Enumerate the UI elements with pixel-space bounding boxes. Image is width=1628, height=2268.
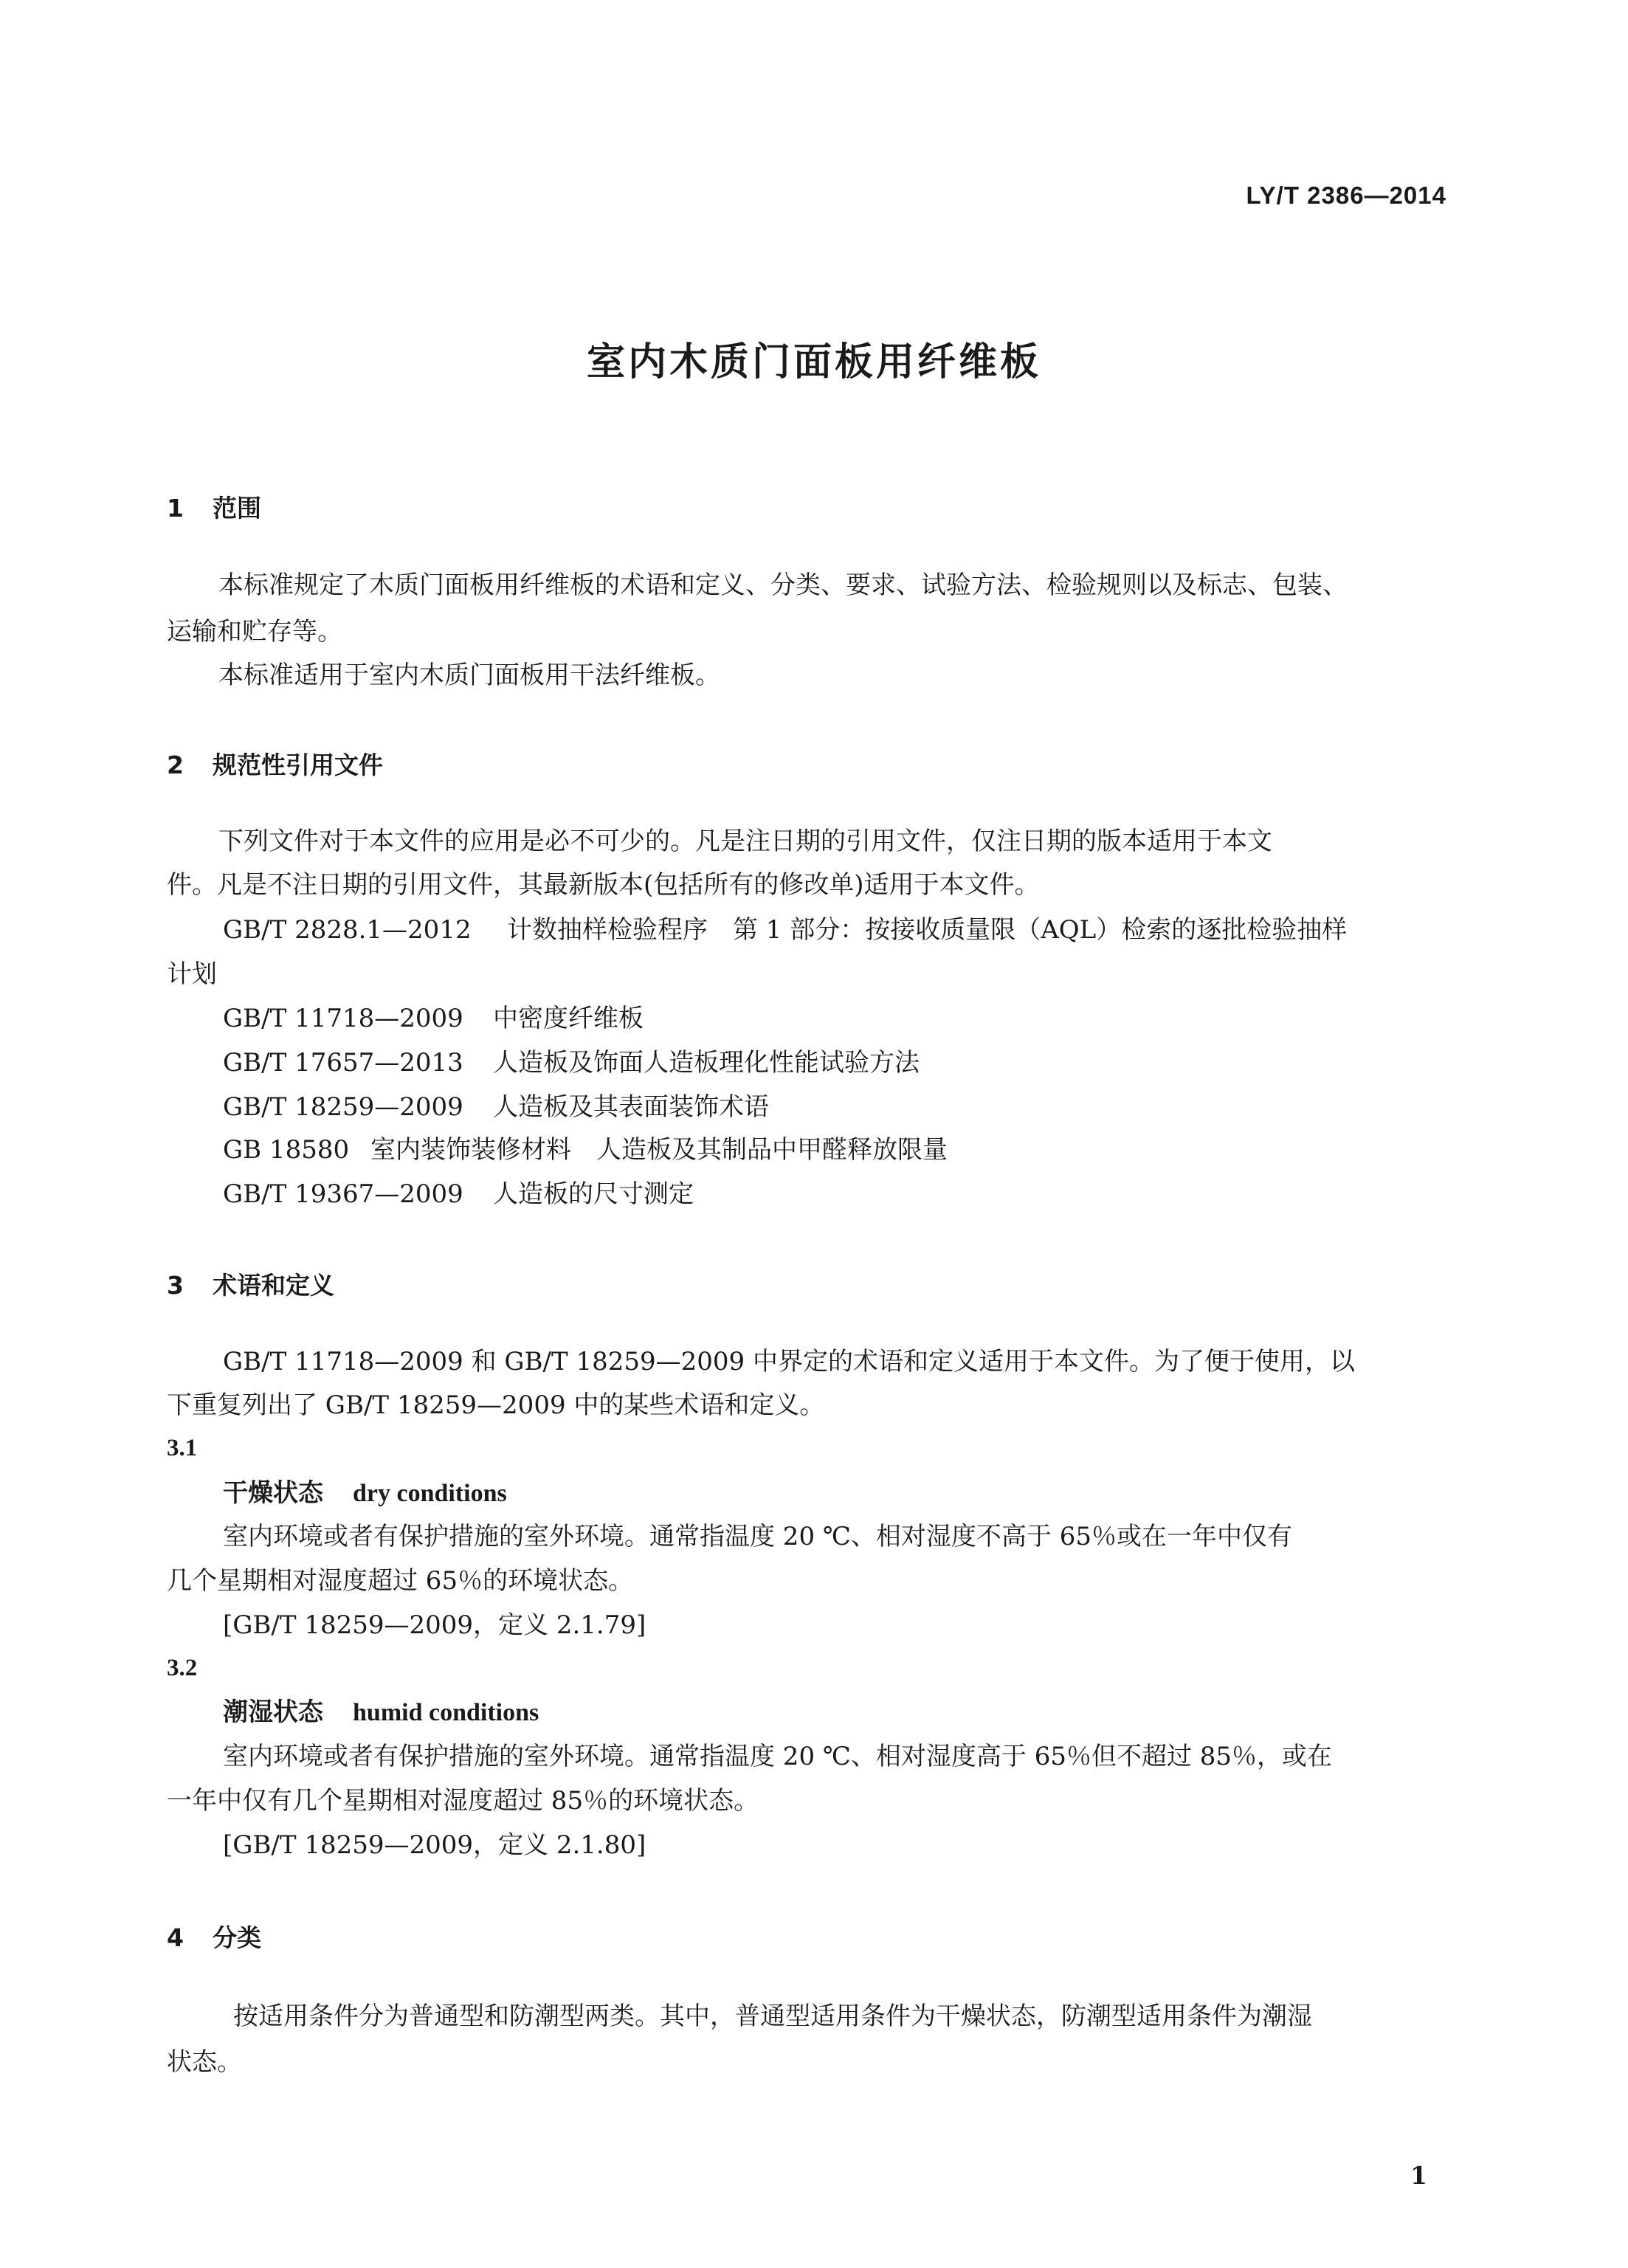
section-title: 术语和定义 xyxy=(213,1271,334,1300)
paragraph: 按适用条件分为普通型和防潮型两类。其中，普通型适用条件为干燥状态，防潮型适用条件为潮湿 xyxy=(233,2002,1312,2031)
paragraph: 状态。 xyxy=(167,2047,242,2077)
term-definition: 几个星期相对湿度超过 65％的环境状态。 xyxy=(167,1566,634,1596)
term-source: [GB/T 18259—2009，定义 2.1.79] xyxy=(223,1610,646,1640)
paragraph: GB/T 11718—2009 和 GB/T 18259—2009 中界定的术语和定义适用于本文件。为了便于使用，以 xyxy=(223,1347,1355,1376)
term-english: humid conditions xyxy=(353,1699,539,1726)
section-1-heading xyxy=(167,489,261,524)
reference-title: 计数抽样检验程序 第 1 部分：按接收质量限（AQL）检索的逐批检验抽样 xyxy=(507,915,1348,945)
term-definition: 一年中仅有几个星期相对湿度超过 85％的环境状态。 xyxy=(167,1786,759,1816)
paragraph: 下重复列出了 GB/T 18259—2009 中的某些术语和定义。 xyxy=(167,1390,825,1420)
section-4-heading xyxy=(167,1919,261,1954)
term-english: dry conditions xyxy=(353,1480,507,1507)
section-title: 范围 xyxy=(213,494,261,523)
reference-item xyxy=(223,1179,694,1209)
reference-item xyxy=(223,1135,948,1165)
term-entry xyxy=(223,1697,539,1728)
reference-title: 人造板的尺寸测定 xyxy=(493,1179,694,1209)
reference-item xyxy=(223,1048,920,1078)
reference-title: 室内装饰装修材料 人造板及其制品中甲醛释放限量 xyxy=(370,1135,948,1165)
reference-title: 中密度纤维板 xyxy=(493,1004,644,1033)
term-chinese: 潮湿状态 xyxy=(223,1697,323,1727)
reference-code: GB/T 17657—2013 xyxy=(223,1048,463,1078)
reference-item xyxy=(223,1004,644,1033)
term-entry xyxy=(223,1478,507,1509)
paragraph: 下列文件对于本文件的应用是必不可少的。凡是注日期的引用文件，仅注日期的版本适用于本文 xyxy=(218,827,1272,856)
section-title: 规范性引用文件 xyxy=(213,751,383,779)
term-source: [GB/T 18259—2009，定义 2.1.80] xyxy=(223,1830,646,1860)
term-number: 3.1 xyxy=(167,1435,198,1461)
section-title: 分类 xyxy=(213,1923,261,1952)
paragraph: 运输和贮存等。 xyxy=(167,617,342,647)
reference-code: GB/T 11718—2009 xyxy=(223,1004,463,1033)
page-number: 1 xyxy=(1410,2161,1427,2190)
section-number: 3 xyxy=(167,1271,184,1300)
reference-continuation: 计划 xyxy=(167,959,217,989)
reference-code: GB/T 18259—2009 xyxy=(223,1092,463,1122)
reference-title: 人造板及其表面装饰术语 xyxy=(493,1092,769,1122)
reference-item xyxy=(223,915,1347,945)
reference-code: GB/T 2828.1—2012 xyxy=(223,915,472,945)
section-number: 1 xyxy=(167,494,184,523)
term-definition: 室内环境或者有保护措施的室外环境。通常指温度 20 ℃、相对湿度不高于 65％或在一年中仅有 xyxy=(223,1522,1292,1551)
reference-item xyxy=(223,1092,769,1122)
section-2-heading xyxy=(167,746,383,781)
paragraph: 本标准适用于室内木质门面板用干法纤维板。 xyxy=(218,661,720,690)
term-chinese: 干燥状态 xyxy=(223,1478,323,1508)
term-definition: 室内环境或者有保护措施的室外环境。通常指温度 20 ℃、相对湿度高于 65％但不超过 85％，或在 xyxy=(223,1742,1333,1771)
section-3-heading xyxy=(167,1266,334,1301)
section-number: 2 xyxy=(167,751,184,779)
term-number: 3.2 xyxy=(167,1655,198,1681)
paragraph: 本标准规定了木质门面板用纤维板的术语和定义、分类、要求、试验方法、检验规则以及标志、包装、 xyxy=(218,571,1348,600)
reference-code: GB 18580 xyxy=(223,1135,350,1165)
section-number: 4 xyxy=(167,1923,184,1952)
document-code: LY/T 2386—2014 xyxy=(1246,182,1446,209)
reference-title: 人造板及饰面人造板理化性能试验方法 xyxy=(493,1048,920,1078)
document-title: 室内木质门面板用纤维板 xyxy=(586,340,1041,385)
reference-code: GB/T 19367—2009 xyxy=(223,1179,463,1209)
paragraph: 件。凡是不注日期的引用文件，其最新版本(包括所有的修改单)适用于本文件。 xyxy=(167,870,1040,900)
